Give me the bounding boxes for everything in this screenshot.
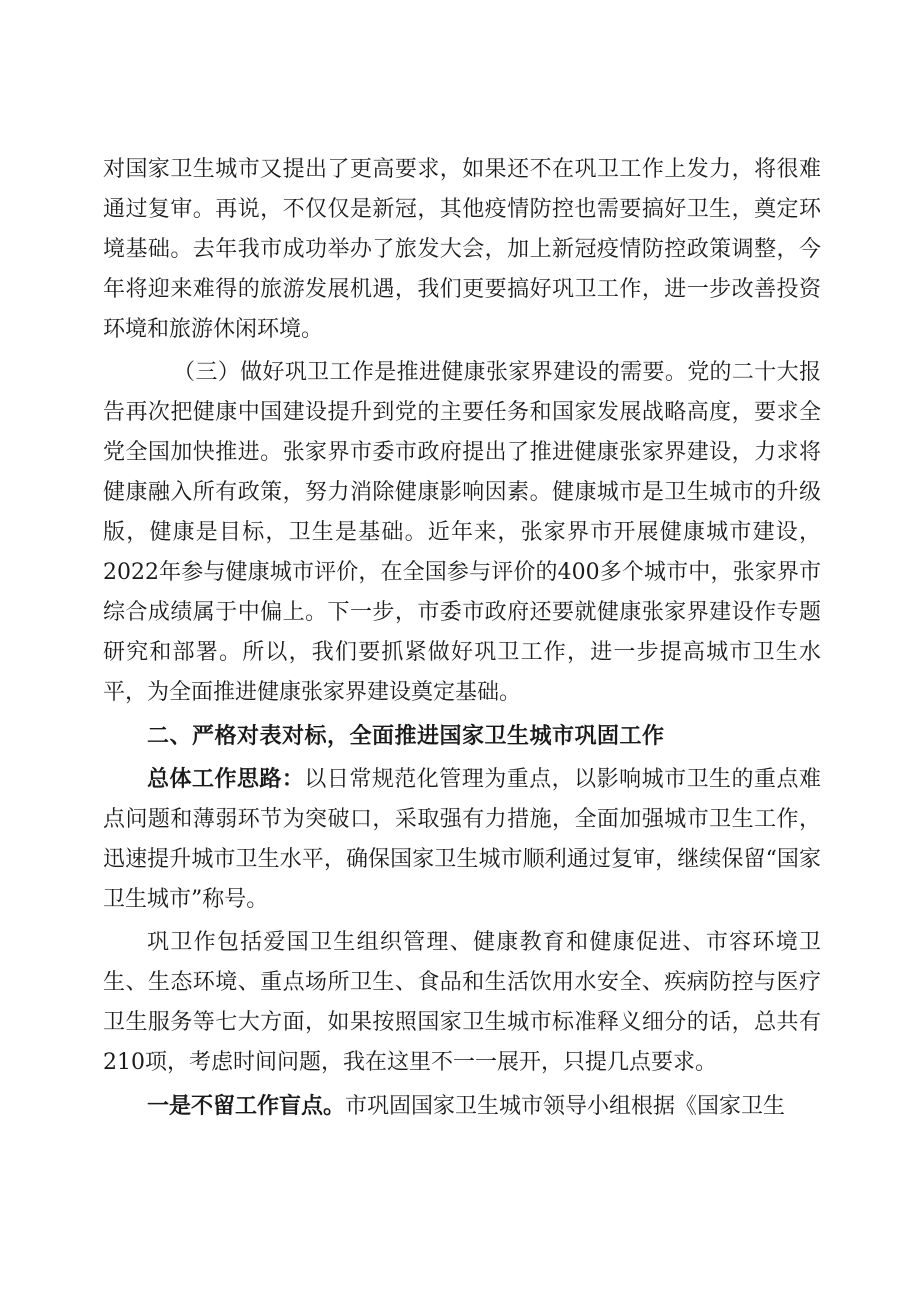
section-heading-two: 二、严格对表对标，全面推进国家卫生城市巩固工作 — [147, 723, 665, 749]
overall-approach-body: 以日常规范化管理为重点，以影响城市卫生的重点难点问题和薄弱环节为突破口，采取强有力措施，全面加强城市卫生工作，迅速提升城市卫生水平，确保国家卫生城市顺利通过复审，继续保留“国家卫生城市”称号。 — [103, 767, 821, 912]
paragraph-scope: 巩卫作包括爱国卫生组织管理、健康教育和健康促进、市容环境卫生、生态环境、重点场所卫生、食品和生活饮用水安全、疾病防控与医疗卫生服务等七大方面，如果按照国家卫生城市标准释义细分的话，总共有210项，考虑时间问题，我在这里不一一展开，只提几点要求。 — [103, 930, 821, 1075]
paragraph-point-one — [103, 1086, 821, 1127]
point-one-lead: 一是不留工作盲点。 — [147, 1093, 346, 1119]
overall-approach-lead: 总体工作思路： — [147, 766, 305, 792]
point-one-body: 市巩固国家卫生城市领导小组根据《国家卫生 — [345, 1094, 786, 1119]
paragraph-section-three: （三）做好巩卫工作是推进健康张家界建设的需要。党的二十大报告再次把健康中国建设提升到党的主要任务和国家发展战略高度，要求全党全国加快推进。张家界市委市政府提出了推进健康张家界建设，力求将健康融入所有政策，努力消除健康影响因素。健康城市是卫生城市的升级版，健康是目标，卫生是基础。近年来，张家界市开展健康城市建设，2022年参与健康城市评价，在全国参与评价的400多个城市中，张家界市综合成绩属于中偏上。下一步，市委市政府还要就健康张家界建设作专题研究和部署。所以，我们要抓紧做好巩卫工作，进一步提高城市卫生水平，为全面推进健康张家界建设奠定基础。 — [103, 360, 821, 705]
paragraph-continuation: 对国家卫生城市又提出了更高要求，如果还不在巩卫工作上发力，将很难通过复审。再说，不仅仅是新冠，其他疫情防控也需要搞好卫生，奠定环境基础。去年我市成功举办了旅发大会，加上新冠疫情防控政策调整，今年将迎来难得的旅游发展机遇，我们更要搞好巩卫工作，进一步改善投资环境和旅游休闲环境。 — [103, 157, 821, 342]
document-body — [103, 150, 821, 1130]
paragraph-overall-approach — [103, 759, 821, 920]
